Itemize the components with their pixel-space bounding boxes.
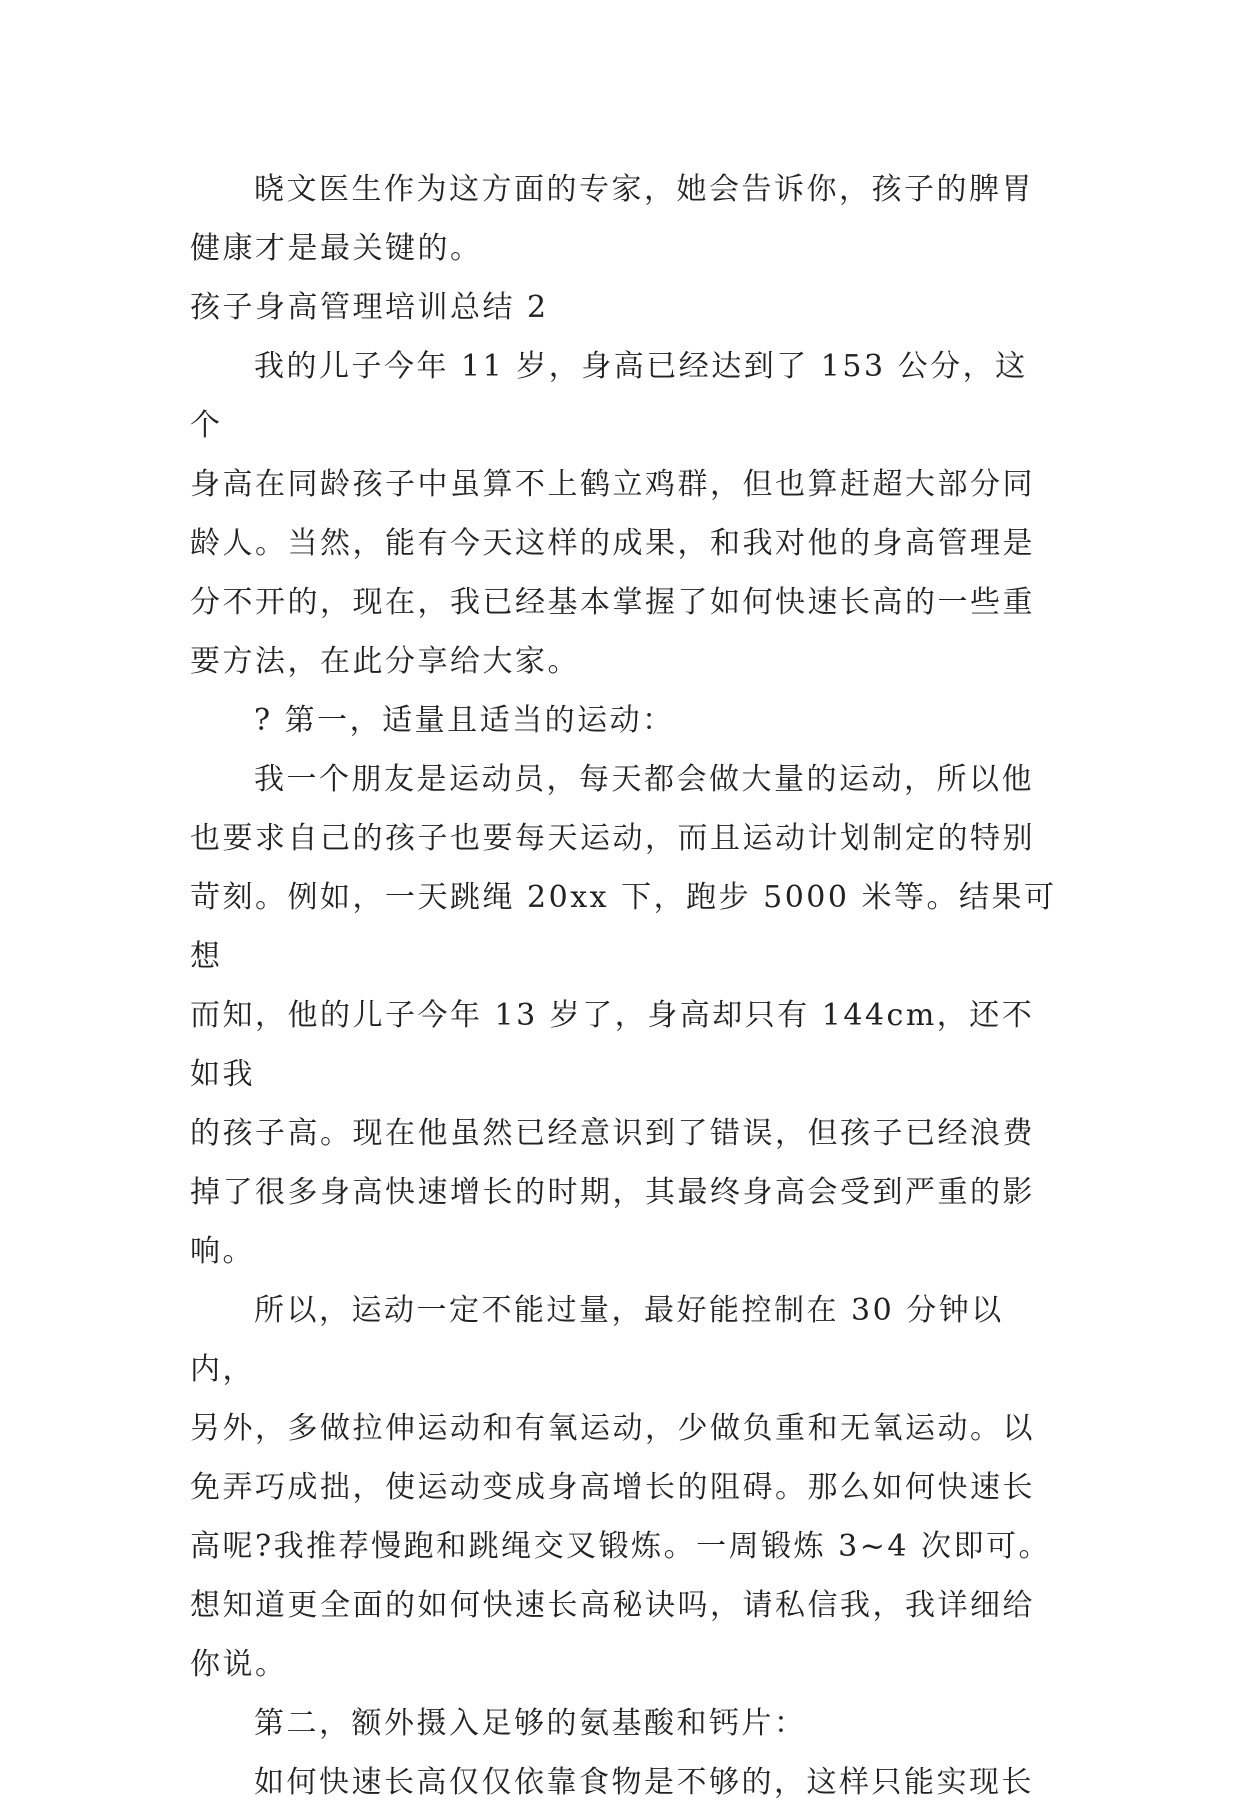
paragraph-exercise-advice: 所以，运动一定不能过量，最好能控制在 30 分钟以内， 另外，多做拉伸运动和有氧运动，少做负重和无氧运动。以 免弄巧成拙，使运动变成身高增长的阻碍。那么如何快速长 高呢?我推荐慢跑和跳绳交叉锻炼。一周锻炼 3~4 次即可。 想知道更全面的如何快速长高秘诀吗，请私信我，我详细给 你说。 [190, 1293, 1051, 1682]
paragraph-doctor-advice: 晓文医生作为这方面的专家，她会告诉你，孩子的脾胃 健康才是最关键的。 [190, 172, 1034, 266]
document-body [190, 160, 1060, 1812]
subheading-first-point: ? 第一，适量且适当的运动： [254, 703, 675, 738]
paragraph-friend-example: 我一个朋友是运动员，每天都会做大量的运动，所以他 也要求自己的孩子也要每天运动，而且运动计划制定的特别 苛刻。例如，一天跳绳 20xx 下，跑步 5000 米等。结果可想 而知，他的儿子今年 13 岁了，身高却只有 144cm，还不如我 的孩子高。现在他虽然已经意识到了错误，但孩子已经浪费 掉了很多身高快速增长的时期，其最终身高会受到严重的影 响。 [190, 762, 1057, 1269]
section-heading: 孩子身高管理培训总结 2 [190, 290, 549, 325]
paragraph-nutrition: 如何快速长高仅仅依靠食物是不够的，这样只能实现长 [254, 1765, 1034, 1800]
paragraph-intro: 我的儿子今年 11 岁，身高已经达到了 153 公分，这个 身高在同龄孩子中虽算不上鹤立鸡群，但也算赶超大部分同 龄人。当然，能有今天这样的成果，和我对他的身高管理是 分不开的，现在，我已经基本掌握了如何快速长高的一些重 要方法，在此分享给大家。 [190, 349, 1035, 679]
subheading-second-point: 第二，额外摄入足够的氨基酸和钙片： [254, 1706, 807, 1741]
